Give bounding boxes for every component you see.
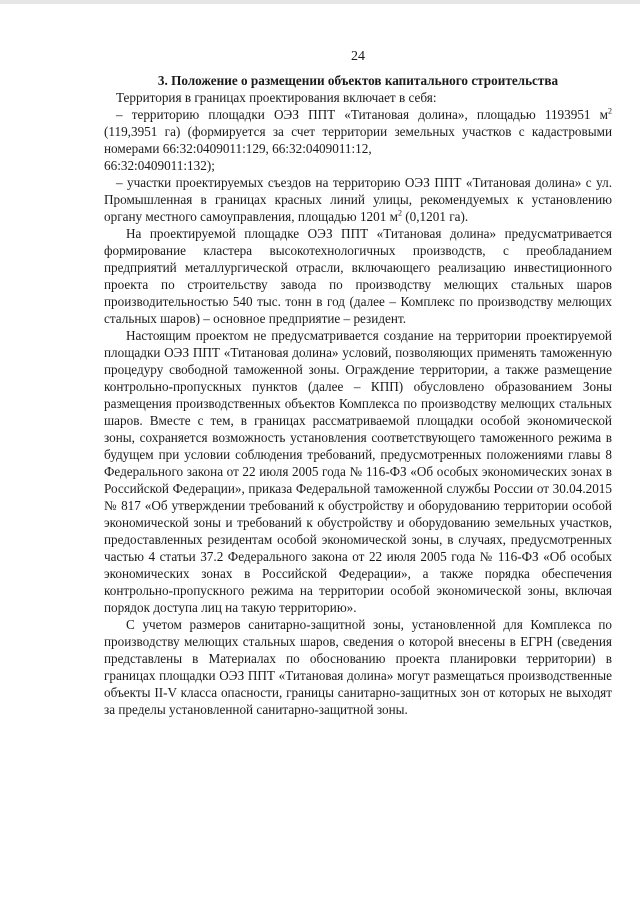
paragraph-cluster: На проектируемой площадке ОЭЗ ППТ «Титановая долина» предусматривается формирование кластера высокотехнологичных производств, с преобладанием предприятий металлургической отрасли, включающего реализацию инвестиционного проекта по строительству завода по производству мелющих стальных шаров производительностью 540 тыс. тонн в год (далее – Комплекс по производству мелющих стальных шаров) – основное предприятие – резидент. — [104, 226, 612, 326]
list-item-territory — [104, 106, 612, 157]
list-item-exits-text-cont: (0,1201 га). — [401, 209, 469, 224]
paragraph-sanitary-zone: С учетом размеров санитарно-защитной зоны, установленной для Комплекса по производству мелющих стальных шаров, сведения о которой внесены в ЕГРН (сведения представлены в Материалах по обоснованию проекта планировки территории) в границах площадки ОЭЗ ППТ «Титановая долина» могут размещаться производственные объекты II-V класса опасности, границы санитарно-защитных зон от которых не выходят за пределы установленной санитарно-защитной зоны. — [104, 617, 612, 717]
scan-top-edge — [0, 0, 640, 4]
paragraph-customs-zone: Настоящим проектом не предусматривается создание на территории проектируемой площадки ОЭЗ ППТ «Титановая долина» условий, позволяющих применять таможенную процедуру свободной таможенной зоны. Ограждение территории, а также размещение контрольно-пропускных пунктов (далее – КПП) обусловлено образованием Зоны размещения производственных объектов Комплекса по производству мелющих стальных шаров. Вместе с тем, в границах рассматриваемой площадки особой экономической зоны, сохраняется возможность установления соответствующего таможенного режима в будущем при условии соблюдения требований, предусмотренных положениями главы 8 Федерального закона от 22 июля 2005 года № 116-ФЗ «Об особых экономических зонах в Российской Федерации», приказа Федеральной таможенной службы России от 30.04.2015 № 817 «Об утверждении требований к обустройству и оборудованию территории особой экономической зоны и требований к обустройству и оборудованию земельных участков, предоставленных резидентам особой экономической зоны, в случаях, предусмотренных частью 4 статьи 37.2 Федерального закона от 22 июля 2005 года № 116-ФЗ «Об особых экономических зонах в Российской Федерации», а также порядка обеспечения контрольно-пропускного режима на территории особой экономической зоны, включая порядок доступа лиц на такую территорию». — [104, 328, 612, 615]
list-item-territory-tail: 66:32:0409011:132); — [104, 158, 215, 173]
intro-paragraph: Территория в границах проектирования включает в себя: — [116, 90, 437, 105]
page-number: 24 — [351, 49, 365, 64]
document-page — [104, 48, 612, 718]
list-item-territory-text-cont: (119,3951 га) (формируется за счет территории земельных участков с кадастровыми номерами 66:32:0409011:129, 66:32:0409011:12, — [104, 124, 612, 156]
area-unit-superscript: 2 — [608, 106, 612, 116]
list-item-exits — [104, 174, 612, 225]
section-heading: 3. Положение о размещении объектов капитального строительства — [157, 73, 559, 88]
list-item-exits-text: – участки проектируемых съездов на территорию ОЭЗ ППТ «Титановая долина» с ул. Промышленная в границах красных линий улицы, рекомендуемых к установлению органу местного самоуправления, площадью 1201 м — [104, 175, 612, 224]
list-item-territory-text: – территорию площадки ОЭЗ ППТ «Титановая долина», площадью 1193951 м — [116, 107, 608, 122]
area-unit-superscript: 2 — [397, 208, 402, 218]
